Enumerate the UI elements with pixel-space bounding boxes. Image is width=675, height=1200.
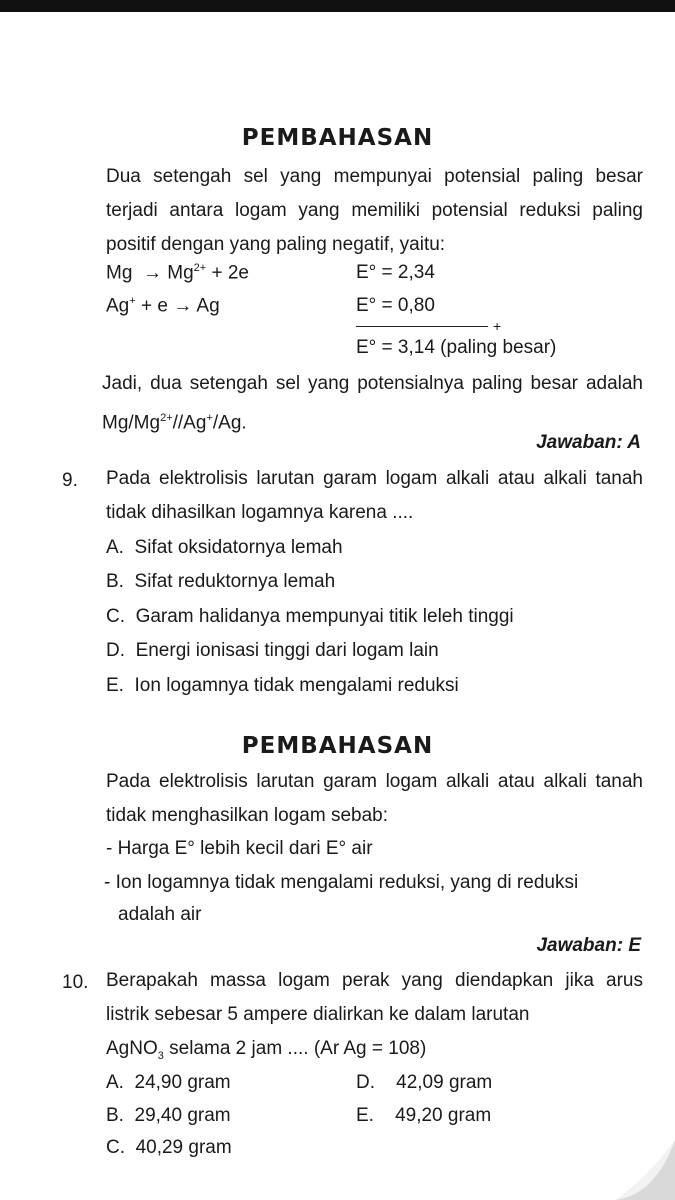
eq1-lhs: Mg <box>106 262 133 284</box>
option-key: E. <box>106 675 124 696</box>
pembahasan-bullet-2-cont: adalah air <box>118 904 202 925</box>
sum-plus-sign: + <box>493 318 502 334</box>
question-10-text: Berapakah massa logam perak yang diendapkan jika arus listrik sebesar 5 ampere dialirkan ke dalam larutan <box>106 970 643 1025</box>
eq1-tail: + 2e <box>206 262 249 284</box>
eq2-lhs: Ag <box>106 295 130 317</box>
formula-agno: AgNO <box>106 1038 158 1059</box>
eq1-arrow: → <box>142 262 162 284</box>
option-text: 24,90 gram <box>134 1072 231 1093</box>
page-curl-icon <box>615 1140 675 1200</box>
answer-label-1: Jawaban: A <box>536 432 641 453</box>
question-10-option-c <box>106 1137 232 1159</box>
option-text: 42,09 gram <box>396 1072 493 1093</box>
option-key: C. <box>106 1137 125 1158</box>
eq1-charge: 2+ <box>193 262 207 274</box>
question-9-number: 9. <box>62 470 78 491</box>
formula-subscript: 3 <box>157 1049 164 1062</box>
question-10-option-a <box>106 1072 231 1094</box>
pembahasan-heading-2: PEMBAHASAN <box>241 733 434 759</box>
pembahasan-intro-1: Dua setengah sel yang mempunyai potensial paling besar terjadi antara logam yang memiliki potensial reduksi paling positif dengan yang paling negatif, yaitu: <box>106 166 643 255</box>
question-9-option-a <box>106 537 343 559</box>
pembahasan-conclusion-1 <box>102 367 643 440</box>
conclusion-text-a: Jadi, dua setengah sel yang potensialnya paling besar adalah Mg/Mg <box>102 373 643 434</box>
option-text: Garam halidanya mempunyai titik leleh tinggi <box>135 606 514 627</box>
question-10-number: 10. <box>62 972 89 993</box>
option-key: C. <box>106 606 125 627</box>
pembahasan-bullet-1: - Harga E° lebih kecil dari E° air <box>106 838 373 859</box>
option-key: D. <box>106 640 125 661</box>
question-9-text: Pada elektrolisis larutan garam logam alkali atau alkali tanah tidak dihasilkan logamnya karena .... <box>106 468 643 523</box>
question-9-option-b <box>106 571 335 593</box>
option-text: Sifat oksidatornya lemah <box>134 537 343 558</box>
question-9-option-d <box>106 640 439 662</box>
conclusion-text-c: /Ag. <box>212 412 247 434</box>
option-text: Energi ionisasi tinggi dari logam lain <box>135 640 439 661</box>
eq1-potential: E° = 2,34 <box>356 262 435 283</box>
option-text: 49,20 gram <box>395 1105 492 1126</box>
eq2-potential: E° = 0,80 <box>356 295 435 316</box>
option-text: 29,40 gram <box>134 1105 231 1126</box>
top-bar <box>0 0 675 12</box>
eq2-charge: + <box>129 295 136 307</box>
option-text: 40,29 gram <box>135 1137 232 1158</box>
question-10-option-e <box>356 1105 491 1127</box>
option-key: D. <box>356 1072 375 1093</box>
question-10-option-b <box>106 1105 231 1127</box>
conclusion-sup-1: 2+ <box>160 412 173 424</box>
option-key: E. <box>356 1105 374 1126</box>
eq2-product: Ag <box>192 295 220 317</box>
eq2-middle: + e <box>135 295 174 317</box>
question-9-option-e <box>106 675 459 697</box>
pembahasan-bullet-2: - Ion logamnya tidak mengalami reduksi, yang di reduksi <box>104 872 579 893</box>
question-9-option-c <box>106 606 514 628</box>
conclusion-sup-2: + <box>206 412 213 424</box>
pembahasan-intro-2: Pada elektrolisis larutan garam logam alkali atau alkali tanah tidak menghasilkan logam sebab: <box>106 771 643 826</box>
option-key: A. <box>106 537 124 558</box>
option-key: A. <box>106 1072 124 1093</box>
answer-label-2: Jawaban: E <box>536 935 641 956</box>
conclusion-text-b: //Ag <box>172 412 207 434</box>
question-10-option-d <box>356 1072 492 1094</box>
formula-tail: selama 2 jam .... (Ar Ag = 108) <box>163 1038 427 1059</box>
total-potential: E° = 3,14 (paling besar) <box>356 337 557 358</box>
option-key: B. <box>106 571 124 592</box>
eq2-arrow: → <box>173 295 193 317</box>
question-10-text-formula <box>106 1038 426 1062</box>
sum-rule <box>356 326 488 327</box>
eq1-product: Mg <box>167 262 194 284</box>
equation-2 <box>106 295 220 317</box>
option-text: Ion logamnya tidak mengalami reduksi <box>134 675 459 696</box>
option-text: Sifat reduktornya lemah <box>134 571 336 592</box>
option-key: B. <box>106 1105 124 1126</box>
equation-1 <box>106 262 249 284</box>
pembahasan-heading-1: PEMBAHASAN <box>241 125 434 151</box>
